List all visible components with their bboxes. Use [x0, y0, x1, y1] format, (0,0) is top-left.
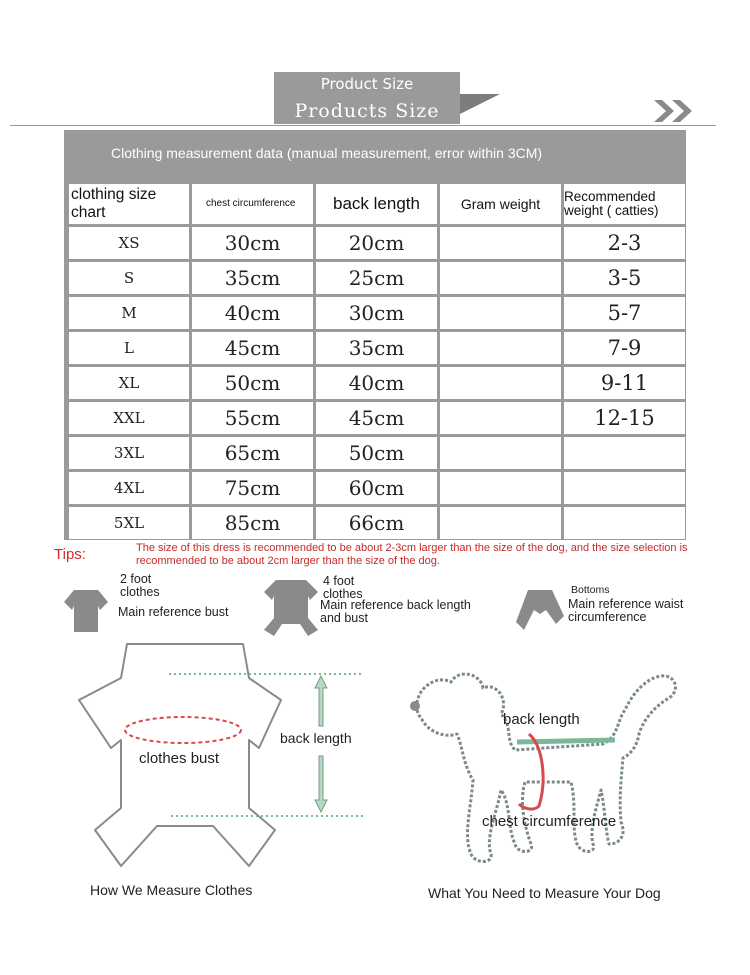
table-cell: XXL — [69, 402, 189, 434]
table-header-row — [69, 184, 685, 224]
table-cell: 60cm — [316, 472, 437, 504]
dog-chest-circumference-label: chest circumference — [482, 813, 617, 830]
header-small-title: Product Size — [320, 75, 414, 93]
table-cell: 4XL — [69, 472, 189, 504]
table-row — [69, 227, 685, 259]
table-cell: 30cm — [192, 227, 313, 259]
column-header: clothing size chart — [69, 184, 189, 224]
table-cell: M — [69, 297, 189, 329]
two-foot-clothes-icon — [62, 586, 110, 634]
clothes-measurement-diagram — [75, 640, 375, 870]
table-cell: 9-11 — [564, 367, 685, 399]
table-cell — [440, 332, 561, 364]
table-cell — [440, 262, 561, 294]
table-cell: 5-7 — [564, 297, 685, 329]
table-row — [69, 437, 685, 469]
table-cell: 75cm — [192, 472, 313, 504]
table-cell: 66cm — [316, 507, 437, 539]
table-cell: 45cm — [192, 332, 313, 364]
table-cell: 40cm — [192, 297, 313, 329]
table-cell: 12-15 — [564, 402, 685, 434]
table-row — [69, 472, 685, 504]
table-cell — [564, 472, 685, 504]
table-cell: 5XL — [69, 507, 189, 539]
bottoms-icon — [514, 588, 566, 632]
table-cell — [440, 507, 561, 539]
table-cell: S — [69, 262, 189, 294]
size-table — [66, 181, 688, 542]
table-cell: 35cm — [192, 262, 313, 294]
table-row — [69, 507, 685, 539]
column-header: chest circumference — [192, 184, 313, 224]
four-foot-clothes-icon — [262, 578, 320, 638]
dog-caption: What You Need to Measure Your Dog — [428, 885, 661, 901]
reference-title: 2 foot clothes — [120, 572, 160, 599]
table-cell: 30cm — [316, 297, 437, 329]
tips-label: Tips: — [54, 546, 86, 563]
clothes-back-length-label: back length — [280, 730, 352, 746]
table-cell: 40cm — [316, 367, 437, 399]
header-divider — [10, 125, 716, 126]
reference-title: Bottoms — [571, 584, 610, 596]
table-cell — [564, 507, 685, 539]
table-cell — [440, 297, 561, 329]
table-cell: L — [69, 332, 189, 364]
reference-description: Main reference waist circumference — [568, 597, 684, 624]
table-cell: 7-9 — [564, 332, 685, 364]
clothes-bust-label: clothes bust — [139, 750, 220, 767]
table-cell: 65cm — [192, 437, 313, 469]
size-table-title: Clothing measurement data (manual measurement, error within 3CM) — [111, 145, 543, 161]
column-header: back length — [316, 184, 437, 224]
size-table-body — [69, 227, 685, 539]
table-cell: 45cm — [316, 402, 437, 434]
table-cell: 50cm — [192, 367, 313, 399]
table-cell: 50cm — [316, 437, 437, 469]
table-row — [69, 262, 685, 294]
dog-measurement-diagram — [405, 640, 695, 885]
table-row — [69, 402, 685, 434]
table-row — [69, 332, 685, 364]
double-chevron-icon — [654, 98, 700, 124]
table-cell — [440, 437, 561, 469]
reference-description: Main reference back length and bust — [320, 598, 471, 625]
reference-description: Main reference bust — [118, 605, 229, 619]
table-cell — [440, 402, 561, 434]
table-cell — [440, 227, 561, 259]
table-cell: 85cm — [192, 507, 313, 539]
column-header: Gram weight — [440, 184, 561, 224]
table-cell: XL — [69, 367, 189, 399]
table-row — [69, 367, 685, 399]
table-row — [69, 297, 685, 329]
table-cell: 55cm — [192, 402, 313, 434]
tips-text: The size of this dress is recommended to be about 2-3cm larger than the size of the dog, and the size selection is recommended to be about 2cm larger than the size of the dog. — [136, 542, 688, 567]
table-cell — [440, 367, 561, 399]
table-cell: 25cm — [316, 262, 437, 294]
dog-back-length-label: back length — [503, 711, 580, 728]
table-cell — [440, 472, 561, 504]
table-cell: 35cm — [316, 332, 437, 364]
table-cell: 3-5 — [564, 262, 685, 294]
table-cell: 20cm — [316, 227, 437, 259]
table-cell — [564, 437, 685, 469]
table-cell: 3XL — [69, 437, 189, 469]
table-cell: XS — [69, 227, 189, 259]
header-big-title: Products Size — [294, 100, 440, 122]
table-cell: 2-3 — [564, 227, 685, 259]
reference-title: 4 foot clothes — [323, 574, 363, 601]
column-header: Recommended weight ( catties) — [564, 184, 685, 224]
clothes-caption: How We Measure Clothes — [90, 882, 253, 898]
